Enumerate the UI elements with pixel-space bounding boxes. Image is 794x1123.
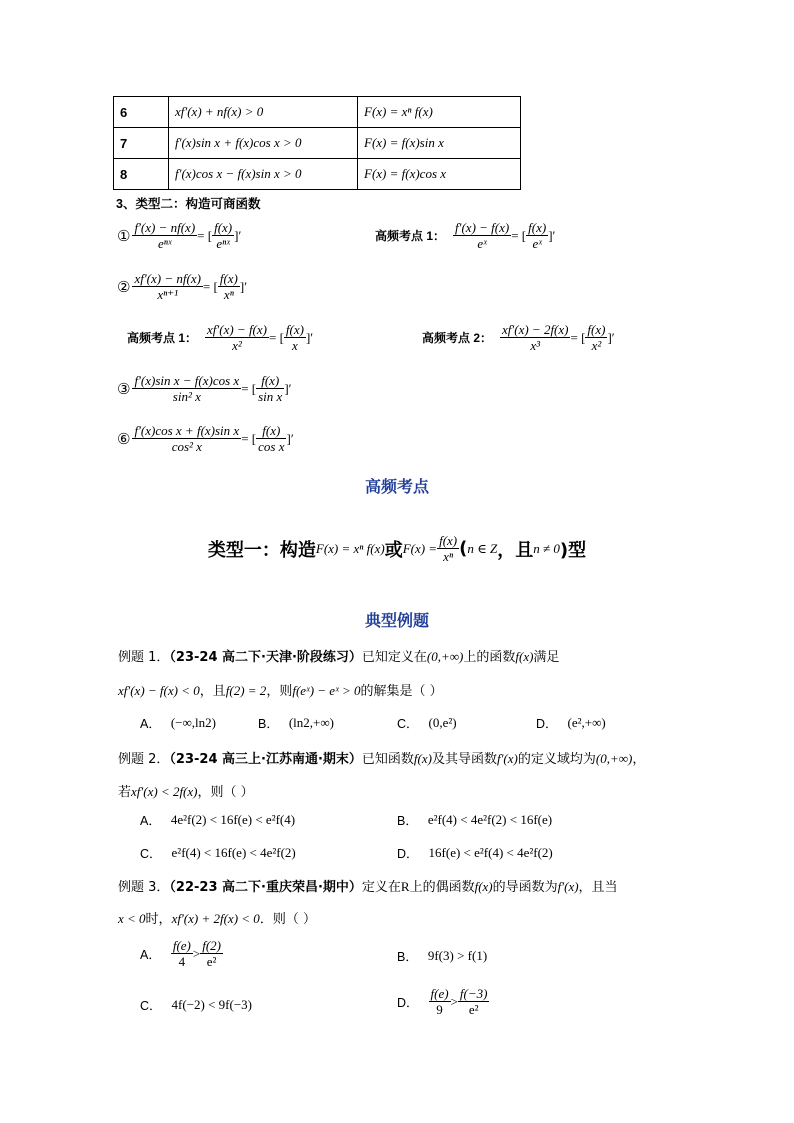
circled-number: ③ <box>117 379 131 398</box>
row-function: F(x) = f(x)sin x <box>358 128 521 159</box>
math: f(x) <box>413 751 432 766</box>
example-source: （23-24 高二下·天津·阶段练习） <box>169 650 362 665</box>
option-letter: C． <box>397 717 419 731</box>
equals-bracket: = [ <box>241 380 257 396</box>
row-number: 8 <box>114 159 169 190</box>
option-value: e²f(4) < 16f(e) < 4e²f(2) <box>171 845 296 860</box>
math: xf′(x) < 2f(x) <box>131 784 198 799</box>
formula-1 <box>117 220 241 251</box>
type1-suffix: )型 <box>559 539 587 561</box>
fraction-numerator: f(2) <box>202 938 222 953</box>
type1-formula-lhs: F(x) = <box>402 540 438 556</box>
fraction-denominator: eⁿˣ <box>216 236 230 251</box>
math: xf′(x) + 2f(x) < 0 <box>171 911 260 926</box>
example-source: （22-23 高二下·重庆荣昌·期中） <box>169 880 362 895</box>
text: ，则 <box>266 684 293 699</box>
option-value: e²f(4) < 4e²f(2) < 16f(e) <box>427 812 553 827</box>
option-letter: D． <box>397 847 419 861</box>
example-1-line-1 <box>118 646 559 665</box>
example-3-option-a[interactable] <box>140 938 223 969</box>
comma-and: ，且 <box>497 539 534 561</box>
option-letter: A． <box>140 947 161 962</box>
option-value: (ln2,+∞) <box>288 715 334 730</box>
table-row <box>114 97 521 128</box>
formula-2 <box>117 271 247 302</box>
formula-6 <box>117 423 294 454</box>
table-row <box>114 159 521 190</box>
fraction-denominator: xⁿ <box>443 549 454 564</box>
text: 已知定义在 <box>361 650 427 665</box>
circled-number: ① <box>117 226 131 245</box>
option-value: 9f(3) > f(1) <box>427 948 488 963</box>
greater-than: > <box>192 945 201 961</box>
paren-open: ( <box>459 538 468 559</box>
text: 上的偶函数 <box>409 880 475 895</box>
fraction-numerator: f(x) <box>528 220 547 235</box>
option-letter: D． <box>397 995 419 1010</box>
example-label: 例题 1． <box>118 650 170 665</box>
option-letter: D． <box>536 717 558 731</box>
text: 上的函数 <box>463 650 516 665</box>
fraction-numerator: f′(x) − nf(x) <box>134 220 196 235</box>
condition-n-in-z: n ∈ Z <box>467 540 498 556</box>
fraction-numerator: f(x) <box>439 533 458 548</box>
fraction-numerator: xf′(x) − f(x) <box>207 322 267 337</box>
fraction-numerator: f(e) <box>430 986 449 1001</box>
example-1-option-b[interactable] <box>258 714 334 732</box>
bracket-prime: ]′ <box>286 430 294 446</box>
text: ，则（ ） <box>197 785 254 800</box>
equals-bracket: = [ <box>511 227 527 243</box>
fraction-denominator: x² <box>232 338 242 353</box>
type1-or: 或 <box>384 539 403 561</box>
fraction-denominator: 9 <box>436 1002 443 1017</box>
example-2-line-1 <box>118 748 645 767</box>
text: 已知函数 <box>361 752 414 767</box>
high-frequency-1 <box>375 220 555 251</box>
fraction-numerator: f′(x)sin x − f(x)cos x <box>134 373 240 388</box>
math: x < 0 <box>118 911 146 926</box>
fraction-numerator: f(x) <box>587 322 606 337</box>
text: ，且 <box>199 684 226 699</box>
row-function: F(x) = xⁿ f(x) <box>358 97 521 128</box>
condition-n-nonzero: n ≠ 0 <box>533 540 560 556</box>
option-letter: B． <box>397 950 418 964</box>
math: xf′(x) − f(x) < 0 <box>118 683 200 698</box>
example-3-option-d[interactable] <box>397 986 489 1017</box>
fraction-numerator: f(−3) <box>459 986 488 1001</box>
text: 及其导函数 <box>431 752 497 767</box>
row-function: F(x) = f(x)cos x <box>358 159 521 190</box>
bracket-prime: ]′ <box>548 227 556 243</box>
fraction-denominator: x³ <box>530 338 541 353</box>
formula-label: 高频考点 1： <box>375 229 446 243</box>
example-label: 例题 2． <box>118 752 170 767</box>
example-label: 例题 3． <box>118 880 170 895</box>
example-1-line-2 <box>118 680 443 699</box>
fraction-denominator: cos² x <box>171 439 202 454</box>
construction-table <box>113 96 521 190</box>
examples-heading: 典型例题 <box>364 611 429 630</box>
option-letter: A． <box>140 814 161 828</box>
option-letter: A． <box>140 717 161 731</box>
fraction-denominator: xⁿ <box>223 287 234 302</box>
option-letter: C． <box>140 999 162 1013</box>
formula-label: 高频考点 2： <box>422 331 493 345</box>
fraction-numerator: f(x) <box>256 423 286 439</box>
fraction-denominator: 4 <box>178 954 186 969</box>
bracket-prime: ]′ <box>284 380 292 396</box>
type1-heading <box>0 533 794 564</box>
math: f(x) <box>474 879 493 894</box>
option-value: (−∞,ln2) <box>170 715 216 730</box>
option-value: 4f(−2) < 9f(−3) <box>171 997 253 1012</box>
example-1-option-d[interactable] <box>536 714 606 732</box>
equals-bracket: = [ <box>202 278 218 294</box>
fraction-denominator: cos x <box>258 439 285 454</box>
section-title: 3、类型二：构造可商函数 <box>116 197 261 211</box>
math: (0,+∞) <box>426 649 464 664</box>
example-source: （23-24 高三上·江苏南通·期末） <box>169 752 362 767</box>
example-3-line-2 <box>118 908 316 927</box>
text: 的解集是（ ） <box>360 684 443 699</box>
fraction-denominator: xⁿ⁺¹ <box>157 287 178 302</box>
example-2-option-a[interactable] <box>140 811 295 829</box>
text: ，且当 <box>578 880 618 895</box>
math: R <box>400 879 410 894</box>
math: f′(x) <box>557 879 579 894</box>
text: 满足 <box>533 650 560 665</box>
math: f′(x) <box>496 751 518 766</box>
type1-formula-product: F(x) = xⁿ f(x) <box>315 540 385 556</box>
fraction-numerator: xf′(x) − nf(x) <box>134 271 201 286</box>
fraction-denominator: eˣ <box>532 236 542 251</box>
fraction-numerator: f′(x)cos x + f(x)sin x <box>134 423 240 438</box>
bracket-prime: ]′ <box>239 278 248 294</box>
fraction-denominator: sin x <box>258 389 283 404</box>
example-2-option-d[interactable] <box>397 844 553 862</box>
fraction-denominator: e² <box>468 1002 479 1017</box>
high-frequency-x2 <box>422 322 615 353</box>
row-condition: f′(x)sin x + f(x)cos x > 0 <box>169 128 358 159</box>
fraction-numerator: f(x) <box>256 373 284 389</box>
option-letter: B． <box>397 814 418 828</box>
fraction-numerator: xf′(x) − 2f(x) <box>502 322 569 337</box>
text: 的定义域均为 <box>517 752 596 767</box>
math: f(x) <box>515 649 534 664</box>
example-2-line-2 <box>118 781 254 800</box>
high-frequency-x1 <box>127 322 313 353</box>
option-letter: B． <box>258 717 279 731</box>
example-3-option-b[interactable] <box>397 947 487 965</box>
option-value: 4e²f(2) < 16f(e) < e²f(4) <box>170 812 296 827</box>
fraction-numerator: f(e) <box>172 938 191 953</box>
option-letter: C． <box>140 847 162 861</box>
fraction-denominator: eˣ <box>477 236 487 251</box>
math: f(eˣ) − eˣ > 0 <box>292 683 361 698</box>
equals-bracket: = [ <box>570 329 586 345</box>
option-value: 16f(e) < e²f(4) < 4e²f(2) <box>428 845 553 860</box>
row-number: 7 <box>114 128 169 159</box>
circled-number: ② <box>117 277 131 296</box>
text: ， <box>632 752 646 767</box>
text: 若 <box>118 785 132 800</box>
example-1-option-a[interactable] <box>140 714 216 732</box>
fraction-denominator: x <box>292 338 298 353</box>
text: 的导函数为 <box>492 880 558 895</box>
equals-bracket: = [ <box>268 329 284 345</box>
math: (0,+∞) <box>595 751 633 766</box>
type1-prefix: 类型一：构造 <box>207 539 316 561</box>
fraction-denominator: x² <box>591 338 602 353</box>
text: ．则（ ） <box>259 912 316 927</box>
high-frequency-heading: 高频考点 <box>364 477 429 496</box>
bracket-prime: ]′ <box>305 329 314 345</box>
option-value: (e²,+∞) <box>567 715 606 730</box>
row-condition: xf′(x) + nf(x) > 0 <box>169 97 358 128</box>
greater-than: > <box>450 993 458 1009</box>
example-3-option-c[interactable] <box>140 996 252 1014</box>
text: 时， <box>145 912 172 927</box>
example-2-option-b[interactable] <box>397 811 552 829</box>
table-row <box>114 128 521 159</box>
fraction-numerator: f′(x) − f(x) <box>455 220 510 235</box>
math: f(2) = 2 <box>225 683 267 698</box>
text: 定义在 <box>361 880 401 895</box>
equals-bracket: = [ <box>241 430 257 446</box>
option-value: (0,e²) <box>428 715 457 730</box>
fraction-numerator: f(x) <box>285 322 304 337</box>
example-1-option-c[interactable] <box>397 714 457 732</box>
equals-bracket: = [ <box>197 227 213 243</box>
example-3-line-1 <box>118 876 618 895</box>
fraction-denominator: eⁿˣ <box>158 236 172 251</box>
fraction-numerator: f(x) <box>219 271 238 286</box>
example-2-option-c[interactable] <box>140 844 296 862</box>
bracket-prime: ]′ <box>607 329 615 345</box>
fraction-denominator: sin² x <box>172 389 201 404</box>
fraction-numerator: f(x) <box>214 220 233 235</box>
formula-3 <box>117 373 292 404</box>
row-condition: f′(x)cos x − f(x)sin x > 0 <box>169 159 358 190</box>
circled-number: ⑥ <box>117 429 131 448</box>
row-number: 6 <box>114 97 169 128</box>
bracket-prime: ]′ <box>234 227 242 243</box>
fraction-denominator: e² <box>206 954 217 969</box>
formula-label: 高频考点 1： <box>127 331 198 345</box>
